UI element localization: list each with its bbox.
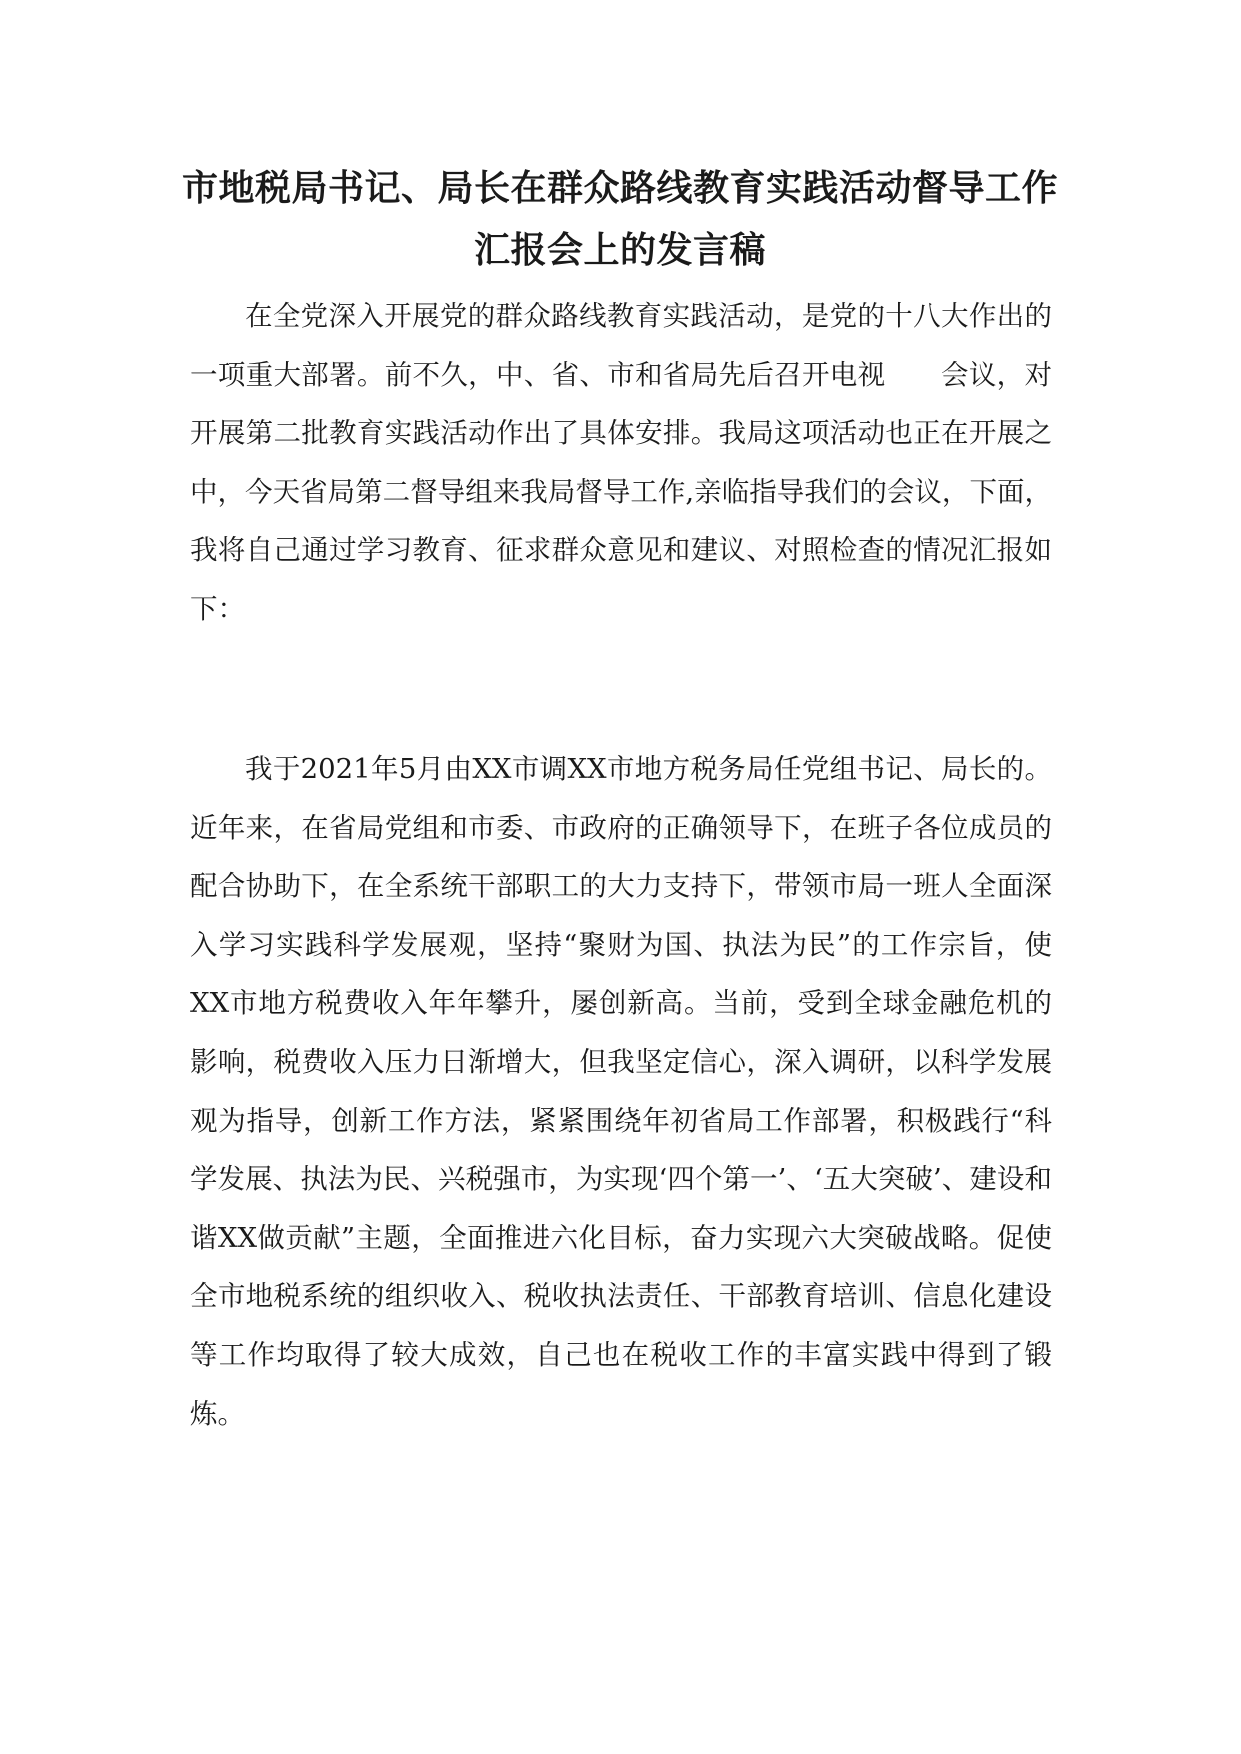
paragraph-intro: 在全党深入开展党的群众路线教育实践活动，是党的十八大作出的一项重大部署。前不久，中、省、市和省局先后召开电视 会议，对开展第二批教育实践活动作出了具体安排。我局这项活动也正在开展之中，今天省局第二督导组来我局督导工作,亲临指导我们的会议，下面，我将自己通过学习教育、征求群众意见和建议、对照检查的情况汇报如下： (190, 300, 1052, 625)
paragraph-background: 我于2021年5月由XX市调XX市地方税务局任党组书记、局长的。近年来，在省局党组和市委、市政府的正确领导下，在班子各位成员的配合协助下，在全系统干部职工的大力支持下，带领市局一班人全面深入学习实践科学发展观，坚持“聚财为国、执法为民”的工作宗旨，使XX市地方税费收入年年攀升，屡创新高。当前，受到全球金融危机的影响，税费收入压力日渐增大，但我坚定信心，深入调研，以科学发展观为指导，创新工作方法，紧紧围绕年初省局工作部署，积极践行“科学发展、执法为民、兴税强市，为实现‘四个第一’、‘五大突破’、建设和谐XX做贡献”主题，全面推进六化目标，奋力实现六大突破战略。促使全市地税系统的组织收入、税收执法责任、干部教育培训、信息化建设等工作均取得了较大成效，自己也在税收工作的丰富实践中得到了锻炼。 (190, 753, 1052, 1430)
document-title: 市地税局书记、局长在群众路线教育实践活动督导工作汇报会上的发言稿 (181, 168, 1058, 271)
